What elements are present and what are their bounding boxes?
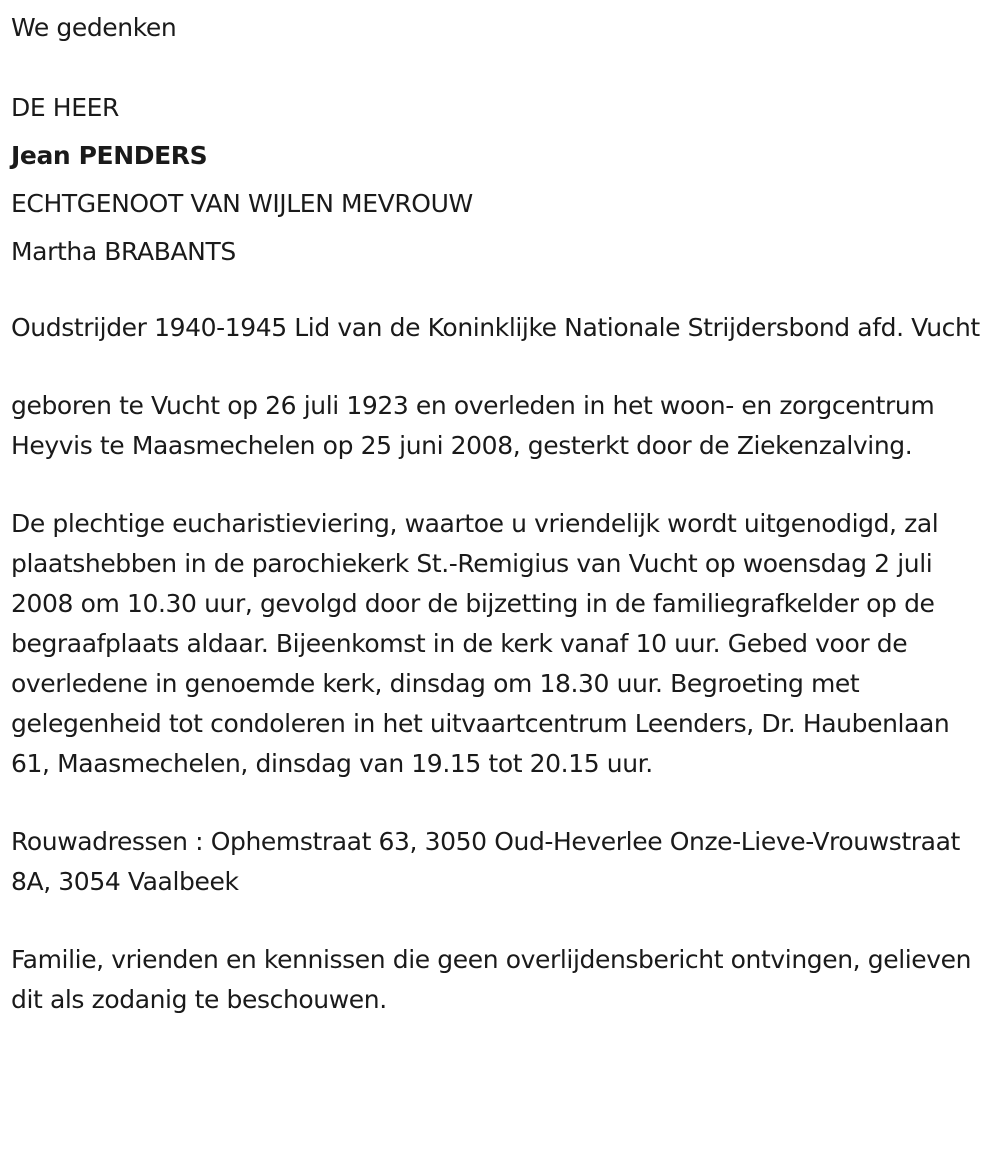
- salutation: DE HEER: [11, 93, 119, 122]
- veteran-paragraph: Oudstrijder 1940-1945 Lid van de Koninklijke Nationale Strijdersbond afd. Vucht: [11, 313, 980, 342]
- death-notice: [11, 4, 991, 1020]
- intro-text: We gedenken: [11, 13, 177, 42]
- closing-paragraph: Familie, vrienden en kennissen die geen overlijdensbericht ontvingen, gelieven dit als zodanig te beschouwen.: [11, 945, 972, 1014]
- spouse-name: Martha BRABANTS: [11, 237, 236, 266]
- ceremony-paragraph: De plechtige eucharistieviering, waartoe u vriendelijk wordt uitgenodigd, zal plaatshebben in de parochiekerk St.-Remigius van Vucht op woensdag 2 juli 2008 om 10.30 uur, gevolgd door de bijzetting in de familiegrafkelder op de begraafplaats aldaar. Bijeenkomst in de kerk vanaf 10 uur. Gebed voor de overledene in genoemde kerk, dinsdag om 18.30 uur. Begroeting met gelegenheid tot condoleren in het uitvaartcentrum Leenders, Dr. Haubenlaan 61, Maasmechelen, dinsdag van 19.15 tot 20.15 uur.: [11, 509, 950, 778]
- deceased-name: Jean PENDERS: [11, 141, 208, 170]
- birth-death-paragraph: geboren te Vucht op 26 juli 1923 en overleden in het woon- en zorgcentrum Heyvis te Maasmechelen op 25 juni 2008, gesterkt door de Ziekenzalving.: [11, 391, 935, 460]
- addresses-paragraph: Rouwadressen : Ophemstraat 63, 3050 Oud-Heverlee Onze-Lieve-Vrouwstraat 8A, 3054 Vaalbeek: [11, 827, 960, 896]
- spouse-label: ECHTGENOOT VAN WIJLEN MEVROUW: [11, 189, 473, 218]
